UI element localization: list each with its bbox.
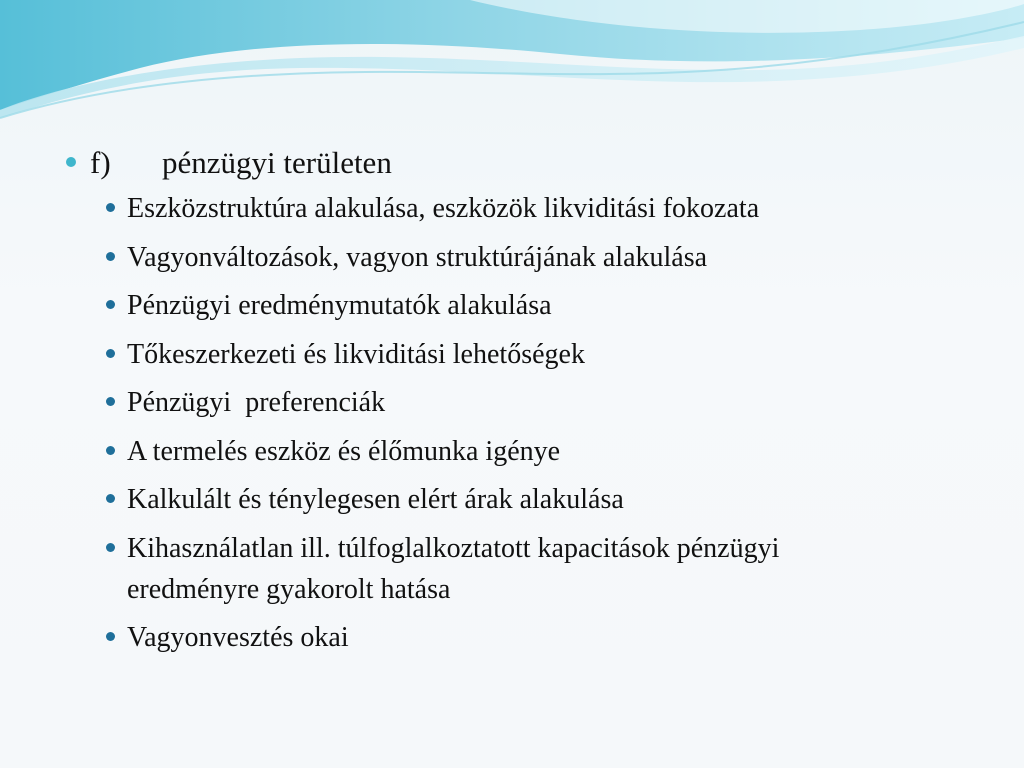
list-item-text: Kihasználatlan ill. túlfoglalkoztatott kapacitások pénzügyi eredményre gyakorolt hatása [127,532,780,605]
bullet-icon [106,632,115,641]
bullet-icon [106,349,115,358]
list-item-text: A termelés eszköz és élőmunka igénye [127,435,561,467]
bullet-icon [106,446,115,455]
bullet-icon [66,157,76,167]
heading-marker: f) [90,145,111,180]
list-item-text: Pénzügyi eredménymutatók alakulása [127,290,552,321]
list-item-text: Vagyonvesztés okai [127,622,349,653]
list-item [106,188,986,229]
bullet-icon [106,543,115,552]
list-item [106,528,986,610]
bullet-icon [106,203,115,212]
list-item [106,334,986,375]
list-item [106,479,986,520]
heading-item [66,140,986,186]
list-item [106,237,986,278]
sub-bullet-list [66,188,986,658]
heading-text: pénzügyi területen [162,145,392,180]
list-item [106,382,986,423]
list-item-text: Eszközstruktúra alakulása, eszközök likviditási fokozata [127,193,760,224]
list-item [106,431,986,472]
list-item-text: Kalkulált és ténylegesen elért árak alakulása [127,484,624,515]
list-item [106,285,986,326]
list-item-text: Tőkeszerkezeti és likviditási lehetőségek [127,338,585,370]
list-item-text: Pénzügyi preferenciák [127,387,386,418]
bullet-icon [106,494,115,503]
slide-content [66,140,986,666]
bullet-icon [106,252,115,261]
list-item [106,617,986,658]
bullet-icon [106,300,115,309]
bullet-icon [106,397,115,406]
header-wave-decoration [0,0,1024,130]
list-item-text: Vagyonváltozások, vagyon struktúrájának alakulása [127,241,708,273]
